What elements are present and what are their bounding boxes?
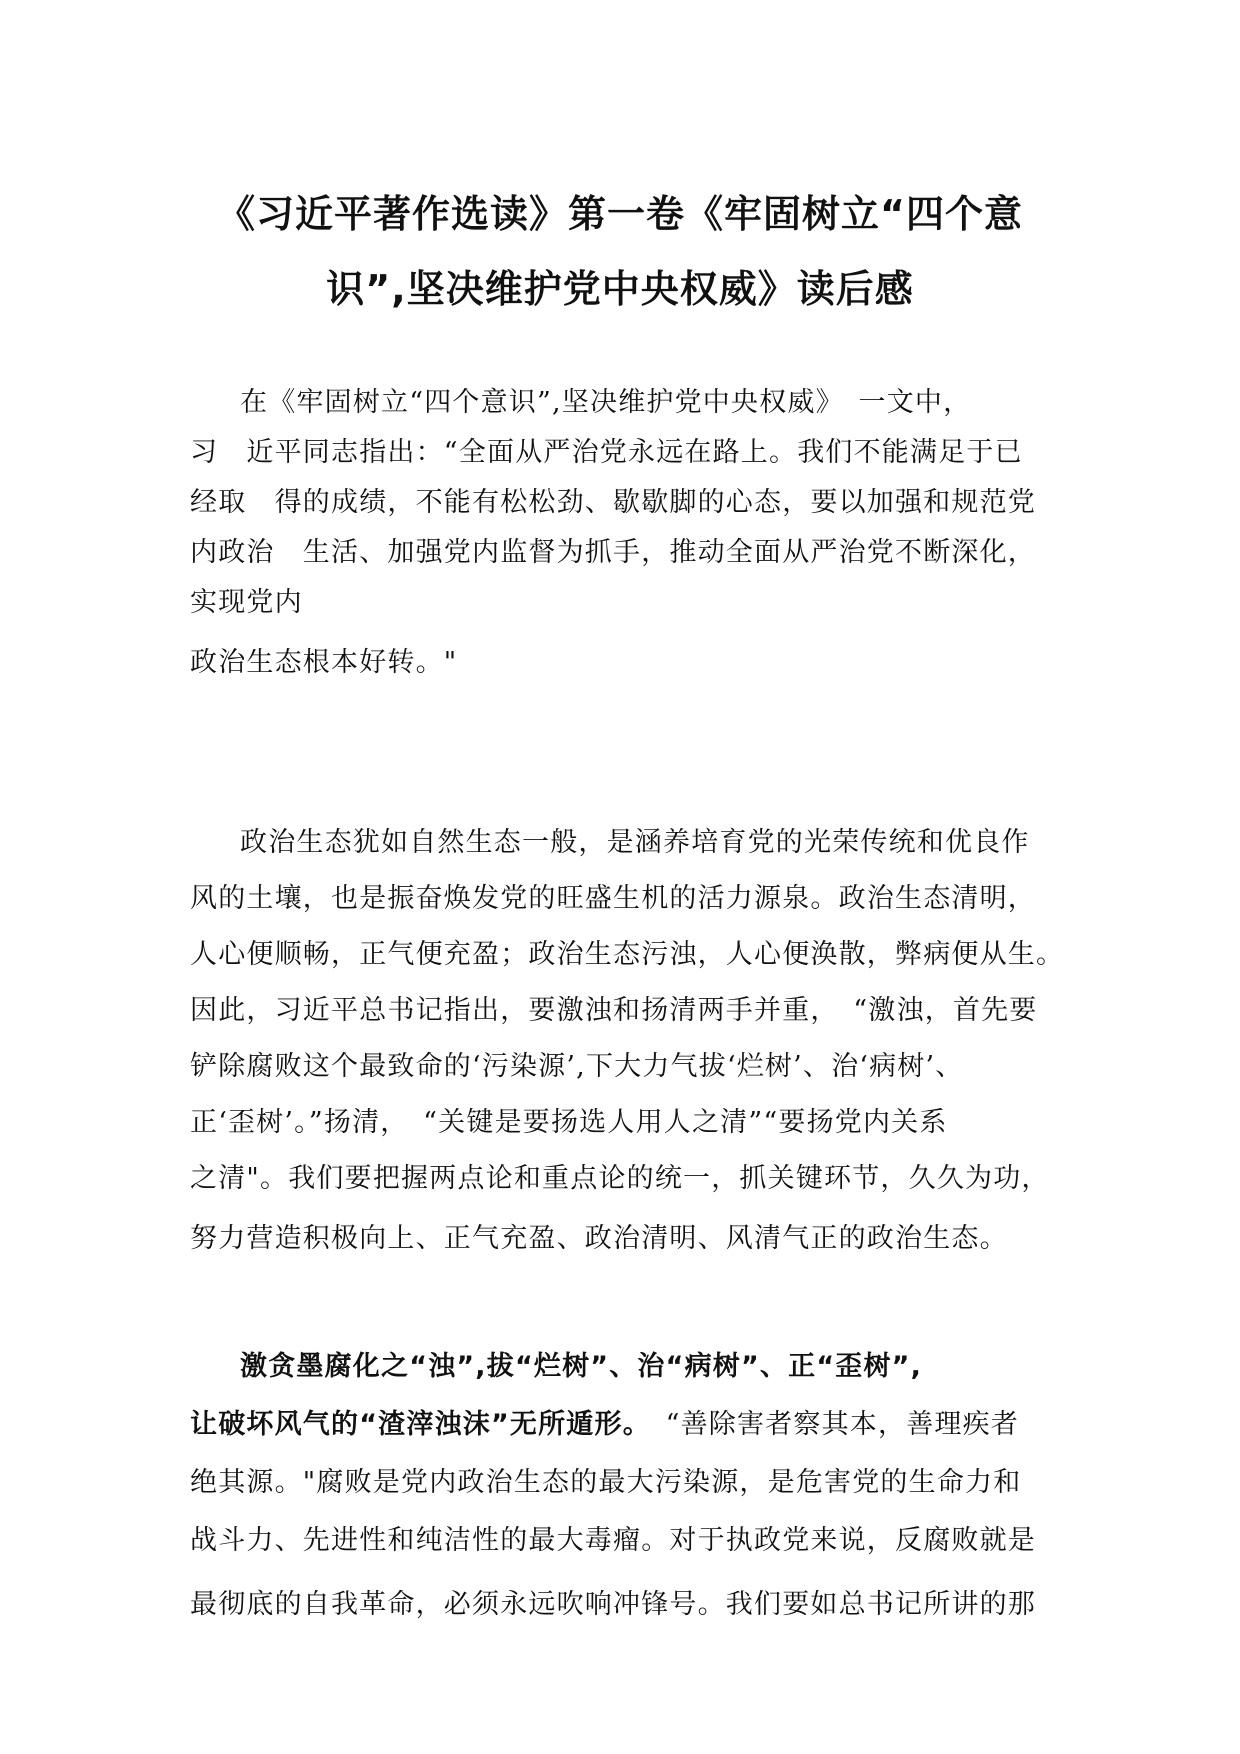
paragraph-2-line: 风的土壤，也是振奋焕发党的旺盛生机的活力源泉。政治生态清明， — [190, 883, 1036, 914]
paragraph-1-line: 在《牢固树立“四个意识”,坚决维护党中央权威》 一文中， — [240, 387, 972, 418]
paragraph-1-line: 习 近平同志指出：“全面从严治党永远在路上。我们不能满足于已 — [190, 437, 1023, 468]
document-title-line-1: 《习近平著作选读》第一卷《牢固树立“四个意 — [217, 192, 1023, 236]
paragraph-3-line-2 — [190, 1402, 1019, 1441]
paragraph-2-line: 之清"。我们要把握两点论和重点论的统一，抓关键环节，久久为功， — [190, 1163, 1050, 1194]
document-title-line-2: 识”,坚决维护党中央权威》读后感 — [326, 267, 914, 311]
paragraph-3-line: 最彻底的自我革命，必须永远吹响冲锋号。我们要如总书记所讲的那 — [190, 1589, 1036, 1620]
paragraph-2-line: 政治生态犹如自然生态一般，是涵养培育党的光荣传统和优良作 — [240, 827, 1030, 858]
paragraph-1-line: 政治生态根本好转。" — [190, 647, 458, 678]
paragraph-3-line: 战斗力、先进性和纯洁性的最大毒瘤。对于执政党来说，反腐败就是 — [190, 1525, 1036, 1556]
paragraph-2-line: 人心便顺畅，正气便充盈；政治生态污浊，人心便涣散，弊病便从生。 — [190, 939, 1065, 970]
paragraph-1-line: 内政治 生活、加强党内监督为抓手，推动全面从严治党不断深化， — [190, 537, 1036, 568]
paragraph-2-line: 正‘歪树’。”扬清， “关键是要扬选人用人之清”“要扬党内关系 — [190, 1107, 948, 1138]
paragraph-2-line: 因此，习近平总书记指出，要激浊和扬清两手并重， “激浊，首先要 — [190, 995, 1038, 1026]
paragraph-2-line: 铲除腐败这个最致命的‘污染源’,下大力气拔‘烂树’、治‘病树’、 — [190, 1051, 964, 1082]
paragraph-2-line: 努力营造积极向上、正气充盈、政治清明、风清气正的政治生态。 — [190, 1223, 1008, 1254]
paragraph-1-line: 经取 得的成绩，不能有松松劲、歇歇脚的心态，要以加强和规范党 — [190, 487, 1036, 518]
paragraph-3-line: 绝其源。"腐败是党内政治生态的最大污染源，是危害党的生命力和 — [190, 1467, 1022, 1498]
paragraph-3-heading-line-2: 让破坏风气的“渣滓浊沫”无所遁形。 — [190, 1409, 638, 1440]
paragraph-3-heading-line-1: 激贪墨腐化之“浊”,拔“烂树”、治“病树”、正“歪树”, — [240, 1351, 923, 1382]
paragraph-1-line: 实现党内 — [190, 587, 303, 618]
paragraph-3-quote-start: “善除害者察其本，善理疾者 — [637, 1409, 1019, 1440]
